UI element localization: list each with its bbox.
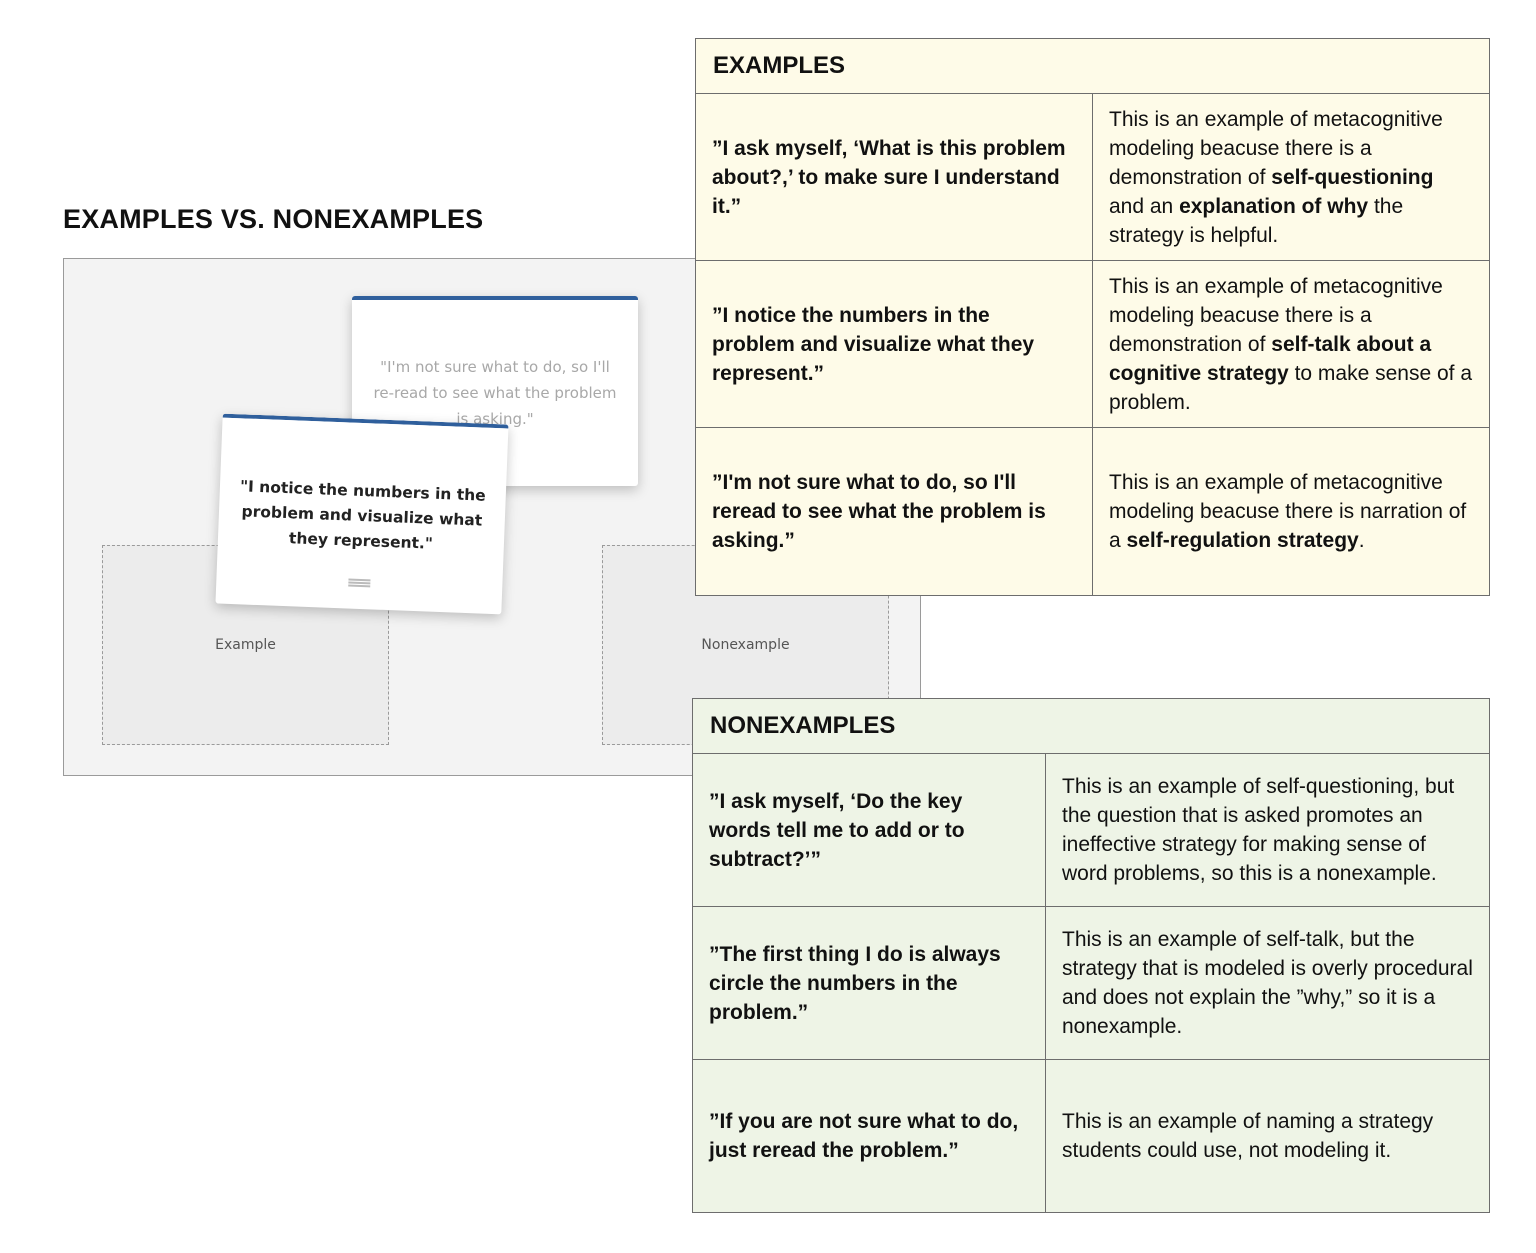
nonexamples-table bbox=[692, 698, 1490, 1213]
table-row bbox=[693, 754, 1489, 907]
nonexamples-table-title: NONEXAMPLES bbox=[693, 699, 1489, 754]
table-row bbox=[696, 428, 1489, 595]
table-row bbox=[693, 1060, 1489, 1212]
examples-table-title: EXAMPLES bbox=[696, 39, 1489, 94]
draggable-card-front[interactable] bbox=[215, 414, 508, 615]
nonexample-explanation-3: This is an example of naming a strategy students could use, not modeling it. bbox=[1062, 1110, 1434, 1162]
example-explanation-1: This is an example of metacognitive modeling beacuse there is a demonstration of self-questioning and an explanation of why the strategy is helpful. bbox=[1109, 107, 1443, 247]
nonexample-quote-2: ”The first thing I do is always circle the numbers in the problem.” bbox=[693, 907, 1046, 1059]
nonexample-quote-1: ”I ask myself, ‘Do the key words tell me to add or to subtract?’” bbox=[693, 754, 1046, 906]
examples-table bbox=[695, 38, 1490, 596]
drag-handle-icon[interactable] bbox=[348, 579, 370, 588]
card-back-text: "I'm not sure what to do, so I'll re-read to see what the problem is asking." bbox=[373, 358, 617, 428]
example-explanation-2: This is an example of metacognitive modeling beacuse there is a demonstration of self-talk about a cognitive strategy to make sense of a problem. bbox=[1109, 274, 1473, 414]
nonexample-explanation-2: This is an example of self-talk, but the strategy that is modeled is overly procedural and does not explain the ”why,” so it is a nonexample. bbox=[1062, 928, 1473, 1038]
nonexample-explanation-1: This is an example of self-questioning, but the question that is asked promotes an ineffective strategy for making sense of word problems, so this is a nonexample. bbox=[1062, 775, 1455, 885]
table-row bbox=[696, 94, 1489, 261]
example-quote-3: ”I'm not sure what to do, so I'll reread to see what the problem is asking.” bbox=[696, 428, 1093, 595]
nonexample-quote-3: ”If you are not sure what to do, just reread the problem.” bbox=[693, 1060, 1046, 1212]
example-quote-2: ”I notice the numbers in the problem and visualize what they represent.” bbox=[696, 261, 1093, 427]
nonexample-dropzone-label: Nonexample bbox=[701, 637, 790, 653]
example-dropzone-label: Example bbox=[215, 637, 276, 653]
example-explanation-3: This is an example of metacognitive modeling beacuse there is narration of a self-regulation strategy. bbox=[1109, 471, 1467, 552]
card-front-text: "I notice the numbers in the problem and visualize what they represent." bbox=[239, 476, 487, 553]
table-row bbox=[696, 261, 1489, 428]
example-quote-1: ”I ask myself, ‘What is this problem about?,’ to make sure I understand it.” bbox=[696, 94, 1093, 260]
section-heading: EXAMPLES VS. NONEXAMPLES bbox=[63, 204, 484, 234]
table-row bbox=[693, 907, 1489, 1060]
